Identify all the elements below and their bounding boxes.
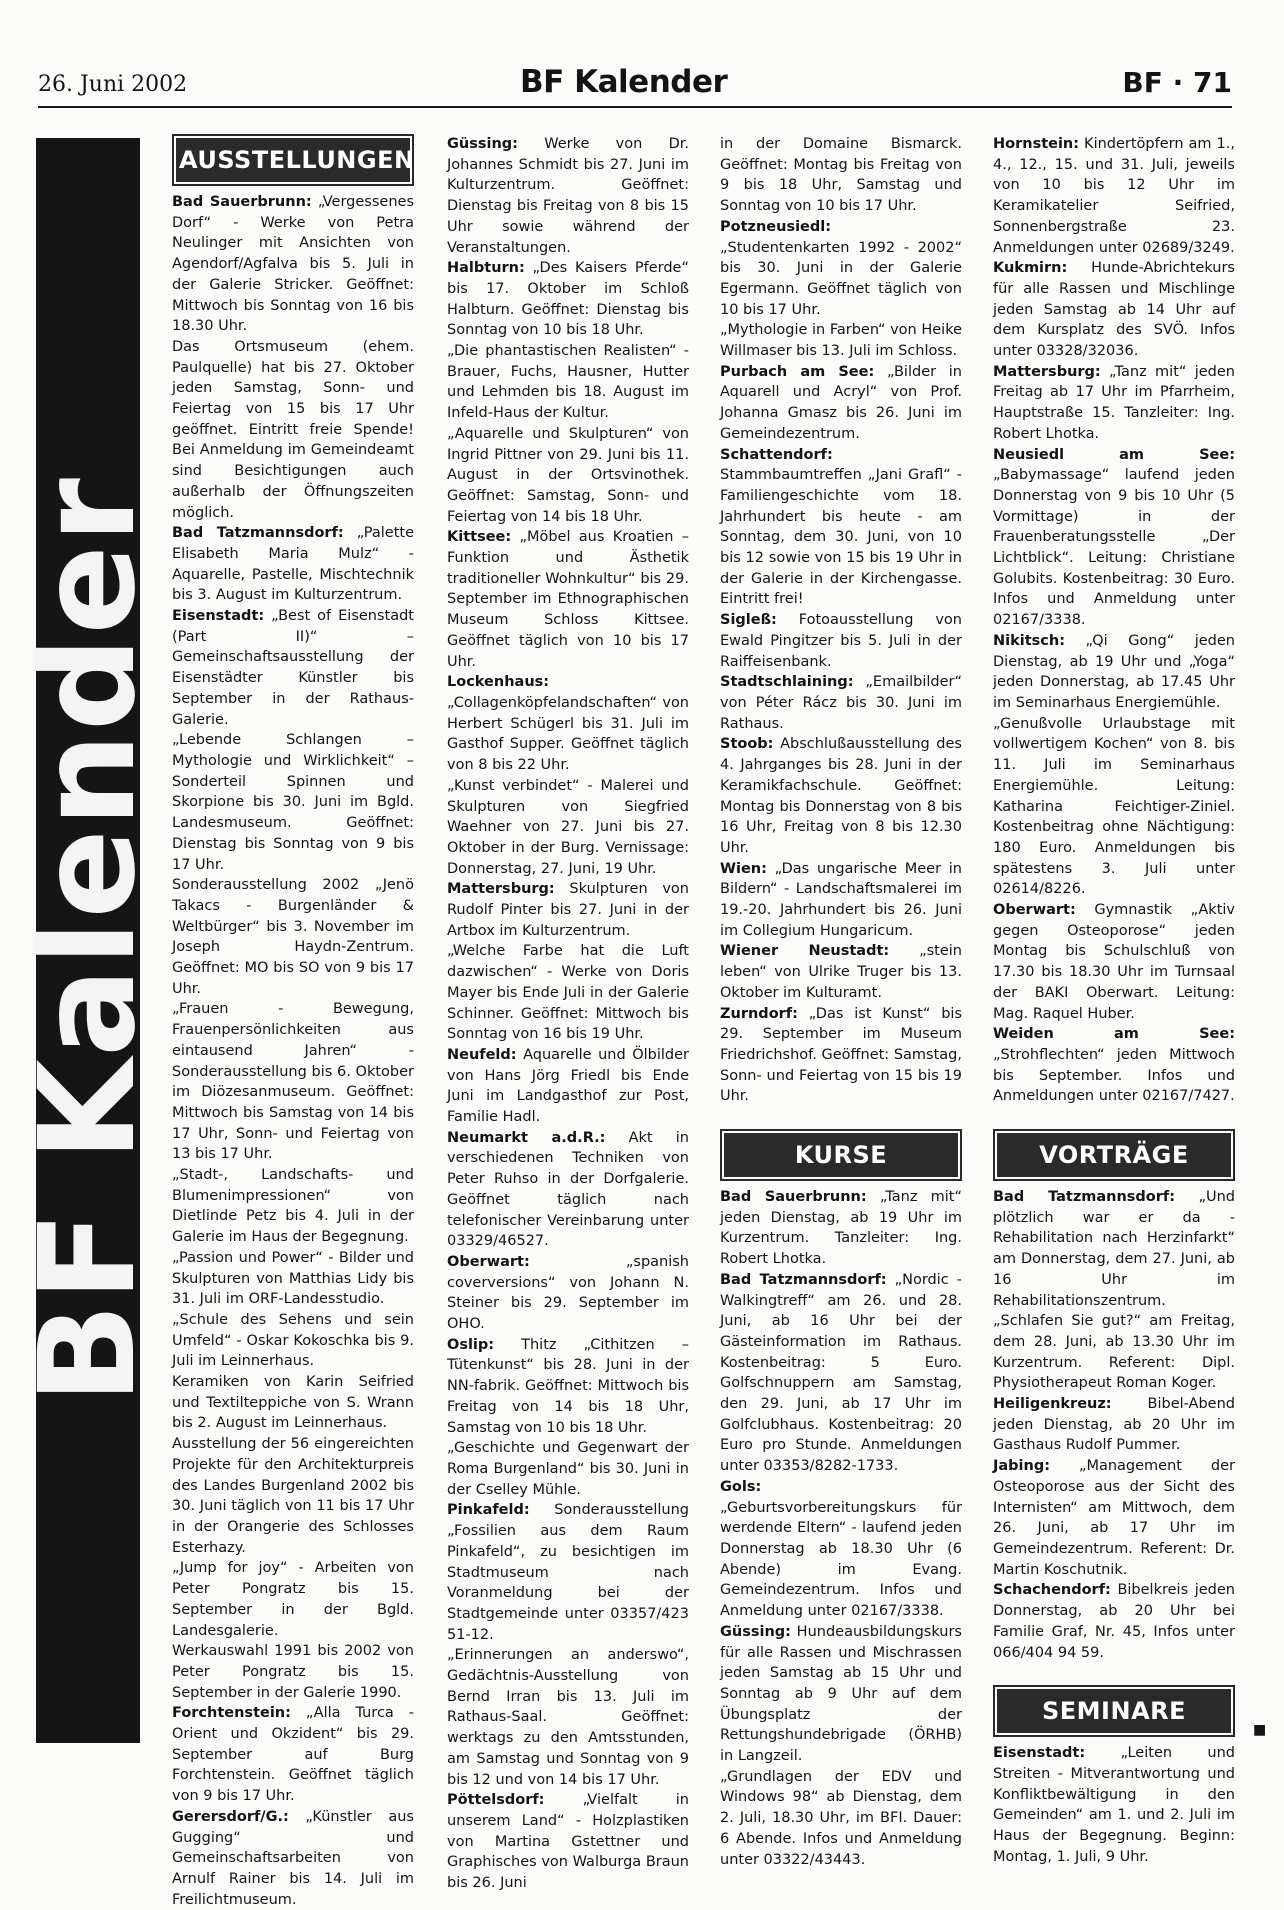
- listing-location: Kittsee:: [447, 529, 512, 546]
- page-title: BF Kalender: [520, 64, 728, 100]
- listing-text: „Bilder in Aquarell und Acryl“ von Prof. Johanna Gmasz bis 26. Juni im Gemeindezentrum.: [720, 363, 962, 442]
- listing-entry: [172, 1558, 414, 1641]
- listing-entry: [447, 941, 689, 1045]
- listing-text: „Aquarelle und Skulpturen“ von Ingrid Pittner von 29. Juni bis 11. August in der Ortsvinothek. Geöffnet: Samstag, Sonn- und Feiertag von 14 bis 18 Uhr.: [447, 425, 689, 525]
- listing-entry: [447, 341, 689, 424]
- listing-text: „Palette Elisabeth Maria Mulz“ - Aquarelle, Pastelle, Mischtechnik bis 3. August im Kulturzentrum.: [172, 525, 414, 604]
- listing-text: „Möbel aus Kroatien – Funktion und Ästhetik traditioneller Wohnkultur“ bis 29. September im Ethnographischen Museum Schloss Kittsee. Geöffnet täglich von 10 bis 17 Uhr.: [447, 529, 689, 670]
- listing-entry: [720, 1004, 962, 1108]
- listing-entry: [447, 1645, 689, 1790]
- listing-location: Hornstein:: [993, 136, 1080, 152]
- listing-entry: [447, 776, 689, 880]
- listing-kurse-1: [720, 1187, 962, 1870]
- header-rule: [38, 106, 1232, 108]
- listing-entry: [993, 258, 1235, 362]
- listing-entry: [172, 1165, 414, 1248]
- listing-entry: [447, 1335, 689, 1439]
- listing-location: Güssing:: [447, 136, 518, 152]
- listing-text: „spanish coverversions“ von Johann N. Steiner bis 29. September im OHO.: [447, 1253, 689, 1333]
- section-heading-vortraege: VORTRÄGE: [997, 1133, 1231, 1177]
- listing-entry: [720, 610, 962, 672]
- listing-location: Bad Tatzmannsdorf:: [172, 525, 344, 542]
- page-number: BF · 71: [1122, 66, 1232, 99]
- listing-entry: [172, 192, 414, 337]
- listing-text: „Das ist Kunst“ bis 29. September im Museum Friedrichshof. Geöffnet: Samstag, Sonn- und Feiertag von 15 bis 19 Uhr.: [720, 1005, 962, 1105]
- listing-text: „Welche Farbe hat die Luft dazwischen“ - Werke von Doris Mayer bis Ende Juli in der Galerie Schinner. Geöffnet: Mittwoch bis Sonntag von 16 bis 19 Uhr.: [447, 943, 689, 1043]
- section-heading-ausstellungen: AUSSTELLUNGEN: [176, 138, 410, 182]
- listing-entry: [720, 320, 962, 361]
- listing-text: „Jump for joy“ - Arbeiten von Peter Pongratz bis 15. September in der Bgld. Landesgalerie.: [172, 1560, 414, 1639]
- listing-location: Bad Sauerbrunn:: [720, 1189, 867, 1206]
- listing-entry: [447, 672, 689, 776]
- listing-location: Nikitsch:: [993, 632, 1065, 649]
- listing-text: Das Ortsmuseum (ehem. Paulquelle) hat bis 27. Oktober jeden Samstag, Sonn- und Feiertag von 15 bis 17 Uhr geöffnet. Eintritt freie Spende! Bei Anmeldung im Gemeindeamt sind Besichtigungen auch außerhalb der Öffnungszeiten möglich.: [172, 338, 414, 521]
- listing-text: „Vergessenes Dorf“ - Werke von Petra Neulinger mit Ansichten von Agendorf/Agfalva bis 5. Juli in der Galerie Stricker. Geöffnet: Mittwoch bis Sonntag von 16 bis 18.30 Uhr.: [172, 194, 414, 335]
- listing-entry: [172, 1703, 414, 1807]
- listing-location: Bad Tatzmannsdorf:: [720, 1271, 887, 1288]
- listing-text: „Genußvolle Urlaubstage mit vollwertigem Kochen“ von 8. bis 11. Juli im Seminarhaus Energiemühle. Leitung: Katharina Feichtiger-Ziniel. Kostenbeitrag ohne Nächtigung: 180 Euro. Anmeldungen bis spätestens 3. Juli unter 02614/8226.: [993, 715, 1235, 898]
- column-2: [447, 134, 689, 1894]
- end-mark: ■: [1253, 1722, 1267, 1738]
- listing-entry: [993, 134, 1235, 258]
- listing-text: „Vielfalt in unserem Land“ - Holzplastiken von Martina Gstettner und Graphisches von Walburga Braun bis 26. Juni: [447, 1792, 689, 1892]
- listing-entry: [993, 631, 1235, 714]
- listing-text: Bibelkreis jeden Donnerstag, ab 20 Uhr bei Familie Graf, Nr. 45, Infos unter 066/404 94 59.: [993, 1582, 1235, 1661]
- listing-entry: [993, 1394, 1235, 1456]
- listing-text: „Erinnerungen an anderswo“, Gedächtnis-Ausstellung von Bernd Irran bis 13. Juli im Rathaus-Saal. Geöffnet: werktags zu den Amtsstunden, am Samstag und Sonntag von 9 bis 12 und von 14 bis 17 Uhr.: [447, 1647, 689, 1788]
- listing-location: Oslip:: [447, 1336, 495, 1353]
- listing-entry: [993, 1311, 1235, 1394]
- listing-location: Heiligenkreuz:: [993, 1396, 1112, 1413]
- listing-text: „Collagenköpfelandschaften“ von Herbert Schügerl bis 31. Juli im Gasthof Supper. Geöffnet täglich von 8 bis 22 Uhr.: [447, 694, 689, 774]
- listing-entry: [993, 1024, 1235, 1107]
- listing-entry: [993, 714, 1235, 900]
- listing-entry: [993, 362, 1235, 445]
- listing-text: „Das ungarische Meer in Bildern“ - Landschaftsmalerei im 19.-20. Jahrhundert bis 26. Juni im Collegium Hungaricum.: [720, 860, 962, 939]
- listing-entry: [172, 1372, 414, 1434]
- column-1: [172, 134, 414, 1910]
- listing-entry: [172, 337, 414, 523]
- listing-entry: [447, 1045, 689, 1128]
- listing-text: Abschlußausstellung des 4. Jahrganges bis 28. Juni in der Keramikfachschule. Geöffnet: Montag bis Donnerstag von 8 bis 16 Uhr, Freitag von 8 bis 12.30 Uhr.: [720, 736, 962, 856]
- listing-entry: [720, 134, 962, 217]
- side-banner: [11, 138, 165, 1743]
- listing-location: Neumarkt a.d.R.:: [447, 1129, 606, 1146]
- column-4: [993, 134, 1235, 1867]
- page-header: [0, 0, 1284, 112]
- listing-entry: [447, 1252, 689, 1335]
- listing-location: Stadtschlaining:: [720, 674, 854, 691]
- listing-entry: [993, 1580, 1235, 1663]
- listing-text: „Qi Gong“ jeden Dienstag, ab 19 Uhr und „Yoga“ jeden Donnerstag, ab 17.45 Uhr im Seminarhaus Energiemühle.: [993, 632, 1235, 711]
- listing-ausstellungen-1: [172, 192, 414, 1910]
- listing-text: Stammbaumtreffen „Jani Grafl“ - Familiengeschichte vom 18. Jahrhundert bis heute - am Sonntag, dem 30. Juni, von 10 bis 12 sowie von 15 bis 19 Uhr in der Galerie in der Kirchengasse. Eintritt frei!: [720, 467, 962, 608]
- listing-location: Oberwart:: [993, 902, 1076, 919]
- listing-location: Neufeld:: [447, 1046, 517, 1063]
- listing-entry: [447, 1790, 689, 1894]
- listing-ausstellungen-3: [720, 134, 962, 1107]
- listing-text: „Geburtsvorbereitungskurs für werdende Eltern“ - laufend jeden Donnerstag ab 18.30 Uhr (6 Abende) im Evang. Gemeindezentrum. Infos und Anmeldung unter 02167/3338.: [720, 1499, 962, 1620]
- listing-text: „Künstler aus Gugging“ und Gemeinschaftsarbeiten von Arnulf Rainer bis 14. Juli im Freilichtmuseum.: [172, 1808, 414, 1908]
- listing-location: Gols:: [720, 1478, 762, 1495]
- listing-text: „Frauen - Bewegung, Frauenpersönlichkeiten aus eintausend Jahren“ - Sonderausstellung bis 6. Oktober im Diözesanmuseum. Geöffnet: Mittwoch bis Samstag von 14 bis 17 Uhr, Sonn- und Feiertag von 13 bis 17 Uhr.: [172, 1001, 414, 1163]
- listing-location: Stoob:: [720, 736, 774, 753]
- listing-location: Halbturn:: [447, 260, 525, 277]
- listing-entry: [172, 730, 414, 875]
- listing-text: „stein leben“ von Ulrike Truger bis 13. Oktober im Kulturamt.: [720, 943, 962, 1001]
- listing-location: Mattersburg:: [993, 363, 1101, 380]
- listing-text: Bibel-Abend jeden Dienstag, ab 20 Uhr im Gasthaus Rudolf Pummer.: [993, 1396, 1235, 1454]
- listing-text: Akt in verschiedenen Techniken von Peter Ruhso in der Dorfgalerie. Geöffnet täglich nach telefonischer Vereinbarung unter 03329/46527.: [447, 1129, 689, 1250]
- listing-location: Pöttelsdorf:: [447, 1792, 545, 1809]
- listing-entry: [172, 875, 414, 999]
- listing-kurse-2: [993, 134, 1235, 1107]
- listing-text: Werke von Dr. Johannes Schmidt bis 27. Juni im Kulturzentrum. Geöffnet: Dienstag bis Freitag von 8 bis 15 Uhr sowie während der Veranstaltungen.: [447, 136, 689, 256]
- listing-location: Zurndorf:: [720, 1005, 798, 1022]
- listing-entry: [447, 1438, 689, 1500]
- listing-location: Wien:: [720, 860, 767, 877]
- listing-entry: [720, 672, 962, 734]
- listing-location: Schachendorf:: [993, 1582, 1111, 1599]
- listing-text: „Studentenkarten 1992 - 2002“ bis 30. Juni in der Galerie Egermann. Geöffnet täglich von 10 bis 17 Uhr.: [720, 239, 962, 318]
- listing-entry: [720, 1477, 962, 1622]
- listing-text: „Schlafen Sie gut?“ am Freitag, dem 28. Juni, ab 13.30 Uhr im Kurzentrum. Referent: Dipl. Physiotherapeut Roman Koger.: [993, 1313, 1235, 1392]
- listing-text: „Schule des Sehens und sein Umfeld“ - Oskar Kokoschka bis 9. Juli im Leinnerhaus.: [172, 1311, 414, 1370]
- listing-entry: [720, 734, 962, 858]
- listing-location: Forchtenstein:: [172, 1705, 291, 1722]
- listing-text: „Stadt-, Landschafts- und Blumenimpressionen“ von Dietlinde Petz bis 4. Juli in der Galerie im Haus der Begegnung.: [172, 1167, 414, 1246]
- listing-entry: [172, 1248, 414, 1310]
- listing-entry: [720, 217, 962, 321]
- listing-text: „Grundlagen der EDV und Windows 98“ ab Dienstag, dem 2. Juli, 18.30 Uhr, im BFI. Dauer: 6 Abende. Infos und Anmeldung unter 03322/43443.: [720, 1768, 962, 1868]
- listing-text: Hunde-Abrichtekurs für alle Rassen und Mischlinge jeden Samstag ab 14 Uhr auf dem Kursplatz des SVÖ. Infos unter 03328/32036.: [993, 260, 1235, 360]
- listing-entry: [720, 1187, 962, 1270]
- listing-entry: [720, 859, 962, 942]
- listing-entry: [447, 527, 689, 672]
- listing-location: Schattendorf:: [720, 446, 833, 463]
- listing-text: „Geschichte und Gegenwart der Roma Burgenland“ bis 30. Juni in der Cselley Mühle.: [447, 1440, 689, 1498]
- listing-entry: [447, 258, 689, 341]
- listing-location: Jabing:: [993, 1458, 1051, 1475]
- listing-entry: [993, 900, 1235, 1024]
- listing-location: Potzneusiedl:: [720, 218, 832, 235]
- listing-text: Hundeausbildungskurs für alle Rassen und Mischrassen jeden Samstag ab 15 Uhr und Sonntag ab 9 Uhr auf dem Übungsplatz der Rettungshundebrigade (ÖRHB) in Langzeil.: [720, 1623, 962, 1765]
- listing-text: „Mythologie in Farben“ von Heike Willmaser bis 13. Juli im Schloss.: [720, 322, 962, 360]
- listing-text: „Passion und Power“ - Bilder und Skulpturen von Matthias Lidy bis 31. Juli im ORF-Landesstudio.: [172, 1249, 414, 1308]
- listing-entry: [172, 1807, 414, 1910]
- issue-date: 26. Juni 2002: [38, 72, 188, 97]
- listing-text: „Emailbilder“ von Péter Rácz bis 30. Juni im Rathaus.: [720, 674, 962, 732]
- listing-text: „Lebende Schlangen – Mythologie und Wirklichkeit“ – Sonderteil Spinnen und Skorpione bis 30. Juni im Bgld. Landesmuseum. Geöffnet: Dienstag bis Sonntag von 9 bis 17 Uhr.: [172, 732, 414, 873]
- listing-text: „Leiten und Streiten - Mitverantwortung und Konfliktbewältigung in den Gemeinden“ am 1. und 2. Juli im Haus der Begegnung. Beginn: Montag, 1. Juli, 9 Uhr.: [993, 1745, 1235, 1865]
- listing-location: Pinkafeld:: [447, 1502, 530, 1519]
- listing-entry: [993, 1456, 1235, 1580]
- listing-text: „Management der Osteoporose aus der Sicht des Internisten“ am Mittwoch, dem 26. Juni, ab 17 Uhr im Gemeindezentrum. Referent: Dr. Martin Koschutnik.: [993, 1458, 1235, 1578]
- listing-text: Keramiken von Karin Seifried und Textilteppiche von S. Wrann bis 2. August im Leinnerhaus.: [172, 1374, 414, 1432]
- listing-entry: [447, 424, 689, 528]
- listing-entry: [447, 879, 689, 941]
- column-3: [720, 134, 962, 1870]
- listing-entry: [720, 1270, 962, 1477]
- listing-text: „Alla Turca - Orient und Okzident“ bis 29. September auf Burg Forchtenstein. Geöffnet täglich von 9 bis 17 Uhr.: [172, 1705, 414, 1805]
- listing-entry: [720, 941, 962, 1003]
- listing-text: Ausstellung der 56 eingereichten Projekte für den Architekturpreis des Landes Burgenland 2002 bis 30. Juni täglich von 11 bis 17 Uhr in der Orangerie des Schlosses Esterhazy.: [172, 1436, 414, 1556]
- listing-location: Wiener Neustadt:: [720, 943, 890, 960]
- listing-text: Fotoausstellung von Ewald Pingitzer bis 5. Juli in der Raiffeisenbank.: [720, 612, 962, 670]
- listing-entry: [720, 1767, 962, 1871]
- listing-text: Sonderausstellung „Fossilien aus dem Raum Pinkafeld“, zu besichtigen im Stadtmuseum nach Voranmeldung bei der Stadtgemeinde unter 03357/423 51-12.: [447, 1502, 689, 1643]
- listing-entry: [172, 523, 414, 606]
- listing-text: „Babymassage“ laufend jeden Donnerstag von 9 bis 10 Uhr (5 Vormittage) in der Frauenberatungsstelle „Der Lichtblick“. Leitung: Christiane Golubits. Kostenbeitrag: 30 Euro. Infos und Anmeldung unter 02167/3338.: [993, 467, 1235, 629]
- listing-location: Eisenstadt:: [993, 1745, 1086, 1762]
- listing-location: Kukmirn:: [993, 260, 1068, 277]
- listing-text: „Tanz mit“ jeden Freitag ab 17 Uhr im Pfarrheim, Hauptstraße 15. Tanzleiter: Ing. Robert Lhotka.: [993, 363, 1235, 442]
- listing-text: Werkauswahl 1991 bis 2002 von Peter Pongratz bis 15. September in der Galerie 1990.: [172, 1643, 414, 1701]
- listing-entry: [720, 362, 962, 445]
- listing-text: „Tanz mit“ jeden Dienstag, ab 19 Uhr im Kurzentrum. Tanzleiter: Ing. Robert Lhotka.: [720, 1189, 962, 1268]
- listing-entry: [172, 999, 414, 1165]
- listing-location: Bad Sauerbrunn:: [172, 194, 312, 210]
- listing-location: Neusiedl am See:: [993, 446, 1235, 463]
- listing-entry: [172, 1310, 414, 1372]
- section-heading-seminare: SEMINARE: [997, 1689, 1231, 1733]
- listing-entry: [993, 1187, 1235, 1311]
- listing-text: Sonderausstellung 2002 „Jenö Takacs - Burgenländer & Weltbürger“ bis 3. November im Joseph Haydn-Zentrum. Geöffnet: MO bis SO von 9 bis 17 Uhr.: [172, 877, 414, 997]
- listing-text: „Best of Eisenstadt (Part II)“ – Gemeinschaftsausstellung der Eisenstädter Künstler bis September in der Rathaus-Galerie.: [172, 608, 414, 728]
- listing-entry: [720, 1622, 962, 1767]
- listing-vortraege: [993, 1187, 1235, 1663]
- listing-text: Kindertöpfern am 1., 4., 12., 15. und 31. Juli, jeweils von 10 bis 12 Uhr im Keramikatelier Seifried, Sonnenbergstraße 23. Anmeldungen unter 02689/3249.: [993, 136, 1235, 256]
- section-heading-kurse: KURSE: [724, 1133, 958, 1177]
- listing-location: Güssing:: [720, 1623, 791, 1640]
- listing-location: Bad Tatzmannsdorf:: [993, 1189, 1176, 1206]
- listing-entry: [447, 1500, 689, 1645]
- listing-location: Lockenhaus:: [447, 674, 550, 691]
- listing-entry: [447, 1128, 689, 1252]
- listing-text: „Strohflechten“ jeden Mittwoch bis September. Infos und Anmeldungen unter 02167/7427.: [993, 1046, 1235, 1105]
- listing-ausstellungen-2: [447, 134, 689, 1894]
- listing-text: Gymnastik „Aktiv gegen Osteoporose“ jeden Montag bis Schulschluß von 17.30 bis 18.30 Uhr im Turnsaal der BAKI Oberwart. Leitung: Mag. Raquel Huber.: [993, 902, 1235, 1022]
- listing-entry: [447, 134, 689, 258]
- listing-text: Thitz „Cithitzen – Tütenkunst“ bis 28. Juni in der NN-fabrik. Geöffnet: Mittwoch bis Freitag von 14 bis 18 Uhr, Samstag von 10 bis 18 Uhr.: [447, 1336, 689, 1436]
- side-banner-label: BF Kalender: [11, 476, 165, 1404]
- listing-location: Eisenstadt:: [172, 608, 265, 625]
- listing-entry: [993, 1743, 1235, 1867]
- listing-text: Aquarelle und Ölbilder von Hans Jörg Friedl bis Ende Juni im Landgasthof zur Post, Familie Hadl.: [447, 1046, 689, 1126]
- listing-location: Mattersburg:: [447, 881, 555, 898]
- listing-entry: [172, 1434, 414, 1558]
- listing-text: Skulpturen von Rudolf Pinter bis 27. Juni in der Artbox im Kulturzentrum.: [447, 881, 689, 939]
- listing-text: „Kunst verbindet“ - Malerei und Skulpturen von Siegfried Waehner von 27. Juni bis 27. Oktober in der Burg. Vernissage: Donnerstag, 27. Juni, 19 Uhr.: [447, 777, 689, 877]
- listing-text: „Des Kaisers Pferde“ bis 17. Oktober im Schloß Halbturn. Geöffnet: Dienstag bis Sonntag von 10 bis 18 Uhr.: [447, 260, 689, 339]
- listing-text: „Und plötzlich war er da - Rehabilitation nach Herzinfarkt“ am Donnerstag, dem 27. Juni, ab 16 Uhr im Rehabilitationszentrum.: [993, 1189, 1235, 1309]
- listing-location: Oberwart:: [447, 1253, 530, 1270]
- listing-location: Sigleß:: [720, 612, 777, 629]
- listing-entry: [172, 1641, 414, 1703]
- listing-text: in der Domaine Bismarck. Geöffnet: Montag bis Freitag von 9 bis 18 Uhr, Samstag und Sonntag von 10 bis 17 Uhr.: [720, 136, 962, 215]
- listing-location: Purbach am See:: [720, 363, 875, 380]
- listing-seminare: [993, 1743, 1235, 1867]
- listing-location: Gerersdorf/G.:: [172, 1808, 289, 1825]
- listing-entry: [172, 606, 414, 730]
- listing-location: Weiden am See:: [993, 1026, 1235, 1043]
- listing-text: „Die phantastischen Realisten“ - Brauer, Fuchs, Hausner, Hutter und Lehmden bis 18. August im Infeld-Haus der Kultur.: [447, 343, 689, 422]
- listing-entry: [993, 445, 1235, 631]
- listing-entry: [720, 445, 962, 611]
- listing-text: „Nordic - Walkingtreff“ am 26. und 28. Juni, ab 16 Uhr bei der Gästeinformation im Rathaus. Kostenbeitrag: 5 Euro. Golfschnuppern am Samstag, den 29. Juni, ab 17 Uhr im Golfclubhaus. Kostenbeitrag: 20 Euro pro Stunde. Anmeldungen unter 03353/8282-1733.: [720, 1271, 962, 1475]
